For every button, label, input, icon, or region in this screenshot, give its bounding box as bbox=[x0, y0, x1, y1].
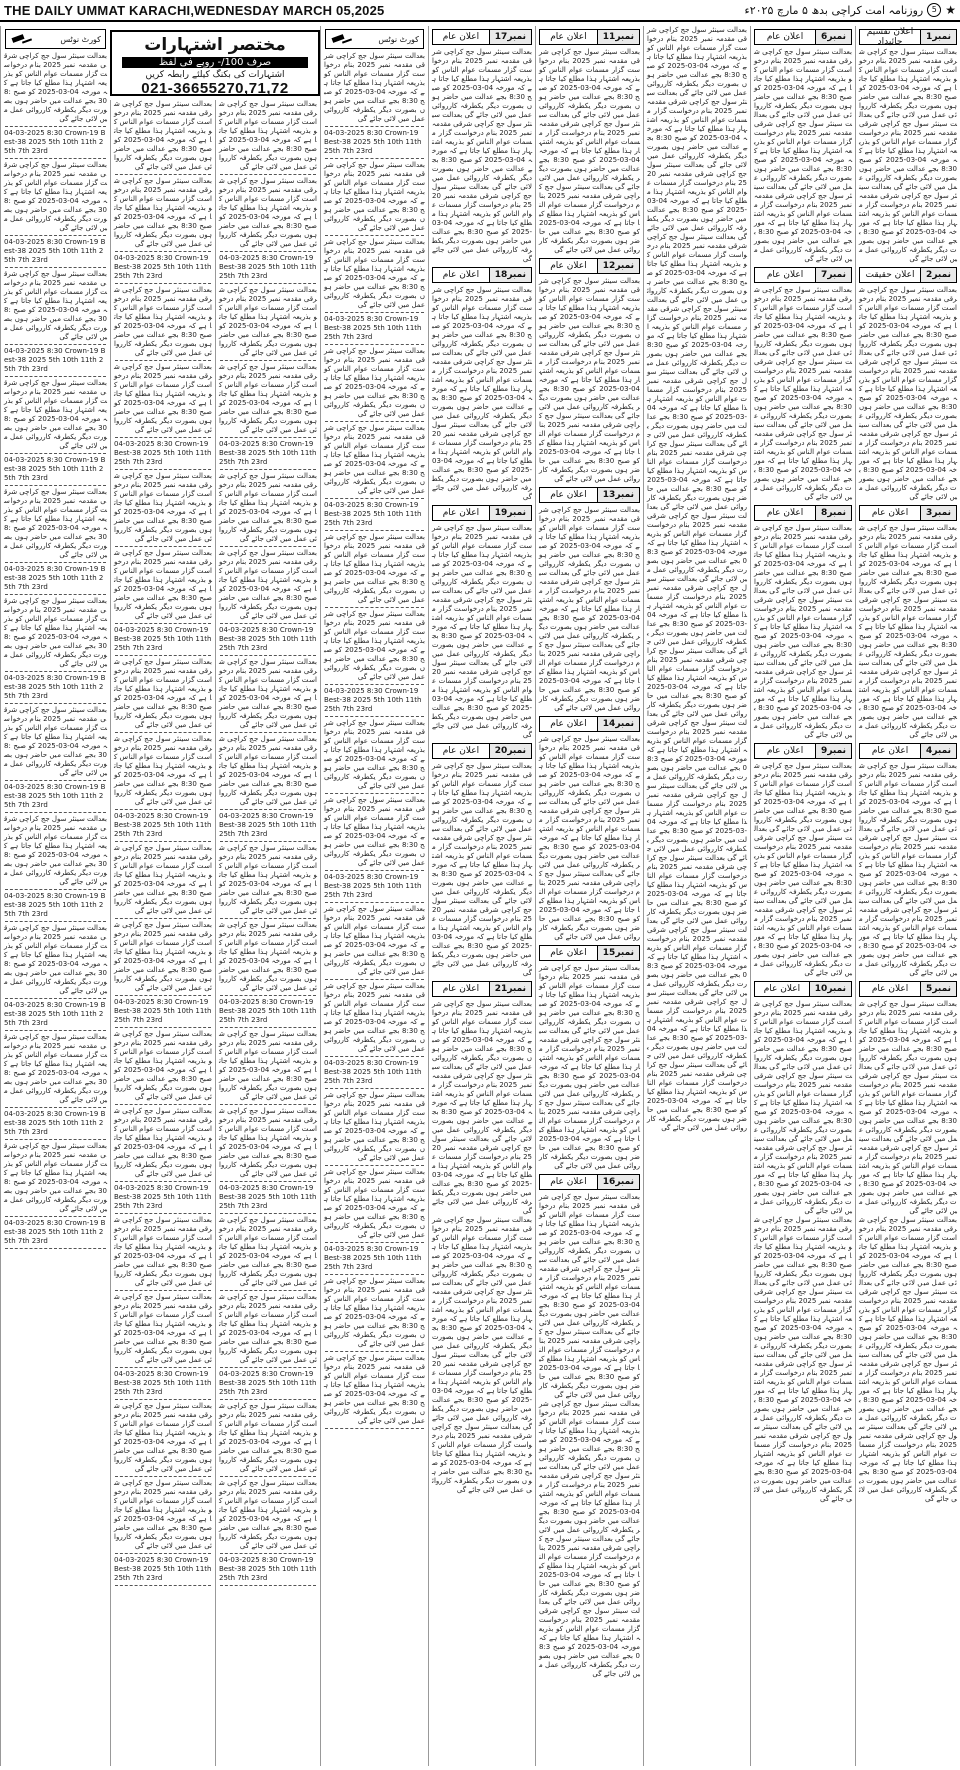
body-text: بعدالت سینئر سول جج کراچی شرقی مقدمہ نمبر 2025 بنام درخواست گزار مسمات عوام الناس کو بذریعہ اشتہار ہذا مطلع کیا جاتا ہے کہ مورخہ 04-03-2025 کو صبح 8:30 بجے عدالت میں حاضر ہوں بصورت دیگر یکطرفہ کارروائی عمل میں لائی جائے گی bbox=[114, 1216, 212, 1287]
body-text: 04-03-2025 8:30 Crown-19 Best-38 2025 5th 10th 11th 25th 7th 23rd bbox=[4, 1110, 106, 1136]
column-articles-5 bbox=[855, 26, 960, 1766]
body-text: 04-03-2025 8:30 Crown-19 Best-38 2025 5th 10th 11th 25th 7th 23rd bbox=[4, 238, 106, 264]
divider bbox=[5, 1248, 106, 1249]
section-heading bbox=[754, 981, 852, 997]
divider bbox=[325, 1351, 424, 1352]
column-court-notices-4 bbox=[320, 26, 428, 1766]
body-text: بعدالت سینئر سول جج کراچی شرقی مقدمہ نمبر 2025 بنام درخواست گزار مسمات عوام الناس کو بذریعہ اشتہار ہذا مطلع کیا جاتا ہے کہ مورخہ 04-03-2025 کو صبح 8:30 بجے عدالت میں حاضر ہوں بصورت دیگر یکطرفہ کارروائی عمل میں لائی جائے گی بعدالت سینئر سول جج کراچی شرقی مقدمہ نمبر 2025 بنام درخواست گزار مسمات عوام الناس کو بذریعہ اشتہار ہذا مطلع کیا جاتا ہے کہ مورخہ 04-03-2025 کو صبح 8:30 بجے عدالت میں حاضر ہوں بصورت دیگر یکطرفہ کارروائی عمل میں لائی جائے گی بعدالت سینئر سول جج کراچی شرقی مقدمہ نمبر 2025 بنام درخواست گزار مسمات عوام الناس کو بذریعہ اشتہار ہذا مطلع کیا جاتا ہے کہ مورخہ 04-03-2025 کو صبح 8:30 بجے عدالت میں حاضر ہوں بصورت دیگر یکطرفہ کارروائی عمل میں لائی جائے گی bbox=[754, 286, 853, 501]
divider bbox=[220, 995, 316, 996]
body-text: بعدالت سینئر سول جج کراچی شرقی مقدمہ نمبر 2025 بنام درخواست گزار مسمات عوام الناس کو بذریعہ اشتہار ہذا مطلع کیا جاتا ہے کہ مورخہ 04-03-2025 کو صبح 8:30 بجے عدالت میں حاضر ہوں بصورت دیگر یکطرفہ کارروائی عمل میں لائی جائے گی bbox=[324, 161, 425, 232]
body-text: 04-03-2025 8:30 Crown-19 Best-38 2025 5th 10th 11th 25th 7th 23rd bbox=[4, 892, 106, 918]
section-title: اعلان عام bbox=[766, 270, 804, 280]
body-text: بعدالت سینئر سول جج کراچی شرقی مقدمہ نمبر 2025 بنام درخواست گزار مسمات عوام الناس کو بذریعہ اشتہار ہذا مطلع کیا جاتا ہے کہ مورخہ 04-03-2025 کو صبح 8:30 بجے عدالت میں حاضر ہوں بصورت دیگر یکطرفہ کارروائی عمل میں لائی جائے گی bbox=[324, 982, 425, 1053]
column-articles-1 bbox=[428, 26, 535, 1766]
divider bbox=[5, 1139, 106, 1140]
masthead-english: THE DAILY UMMAT KARACHI,WEDNESDAY MARCH 05,2025 bbox=[4, 2, 385, 18]
body-text: بعدالت سینئر سول جج کراچی شرقی مقدمہ نمبر 2025 بنام درخواست گزار مسمات عوام الناس کو بذریعہ اشتہار ہذا مطلع کیا جاتا ہے کہ مورخہ 04-03-2025 کو صبح 8:30 بجے عدالت میں حاضر ہوں بصورت دیگر یکطرفہ کارروائی عمل میں لائی جائے گی بعدالت سینئر سول جج کراچی شرقی مقدمہ نمبر 2025 بنام درخواست گزار مسمات عوام الناس کو بذریعہ اشتہار ہذا مطلع کیا جاتا ہے کہ مورخہ 04-03-2025 کو صبح 8:30 بجے عدالت میں حاضر ہوں بصورت دیگر یکطرفہ کارروائی عمل میں لائی جائے گی بعدالت سینئر سول جج کراچی شرقی مقدمہ نمبر 2025 بنام درخواست گزار مسمات عوام الناس کو بذریعہ اشتہار ہذا مطلع کیا جاتا ہے کہ مورخہ 04-03-2025 کو صبح 8:30 بجے عدالت میں حاضر ہوں بصورت دیگر یکطرفہ کارروائی عمل میں لائی جائے گی bbox=[754, 762, 853, 977]
section-number: نمبر20 bbox=[489, 744, 531, 758]
section-heading bbox=[859, 267, 957, 283]
body-text: بعدالت سینئر سول جج کراچی شرقی مقدمہ نمبر 2025 بنام درخواست گزار مسمات عوام الناس کو بذریعہ اشتہار ہذا مطلع کیا جاتا ہے کہ مورخہ 04-03-2025 کو صبح 8:30 بجے عدالت میں حاضر ہوں بصورت دیگر یکطرفہ کارروائی عمل میں لائی جائے گی bbox=[219, 921, 317, 992]
section-heading bbox=[432, 29, 532, 45]
section-title: اعلان عام bbox=[550, 719, 587, 729]
section-number: نمبر12 bbox=[597, 259, 639, 273]
body-text: 04-03-2025 8:30 Crown-19 Best-38 2025 5th 10th 11th 25th 7th 23rd bbox=[4, 129, 106, 155]
section-number: نمبر21 bbox=[489, 982, 531, 996]
section-number: نمبر6 bbox=[815, 30, 851, 44]
divider bbox=[5, 485, 106, 486]
body-text: بعدالت سینئر سول جج کراچی شرقی مقدمہ نمبر 2025 بنام درخواست گزار مسمات عوام الناس کو بذریعہ اشتہار ہذا مطلع کیا جاتا ہے کہ مورخہ 04-03-2025 کو صبح 8:30 بجے عدالت میں حاضر ہوں بصورت دیگر یکطرفہ کارروائی عمل میں لائی جائے گی bbox=[114, 286, 212, 357]
body-text: بعدالت سینئر سول جج کراچی شرقی مقدمہ نمبر 2025 بنام درخواست گزار مسمات عوام الناس کو بذریعہ اشتہار ہذا مطلع کیا جاتا ہے کہ مورخہ 04-03-2025 کو صبح 8:30 بجے عدالت میں حاضر ہوں بصورت دیگر یکطرفہ کارروائی عمل میں لائی جائے گی bbox=[219, 735, 317, 806]
masthead-urdu-text: روزنامہ امت کراچی بدھ ۵ مارچ ۲۰۲۵ء bbox=[744, 3, 924, 17]
divider bbox=[5, 376, 106, 377]
divider bbox=[115, 1027, 211, 1028]
divider bbox=[325, 344, 424, 345]
body-text: 04-03-2025 8:30 Crown-19 Best-38 2025 5th 10th 11th 25th 7th 23rd bbox=[114, 1370, 212, 1396]
gavel-icon bbox=[10, 34, 32, 44]
divider bbox=[115, 174, 211, 175]
section-number: نمبر8 bbox=[815, 506, 851, 520]
section-number: نمبر19 bbox=[489, 506, 531, 520]
body-text: 04-03-2025 8:30 Crown-19 Best-38 2025 5th 10th 11th 25th 7th 23rd bbox=[4, 783, 106, 809]
section-number: نمبر17 bbox=[489, 30, 531, 44]
body-text: بعدالت سینئر سول جج کراچی شرقی مقدمہ نمبر 2025 بنام درخواست گزار مسمات عوام الناس کو بذریعہ اشتہار ہذا مطلع کیا جاتا ہے کہ مورخہ 04-03-2025 کو صبح 8:30 بجے عدالت میں حاضر ہوں بصورت دیگر یکطرفہ کارروائی عمل میں لائی جائے گی بعدالت سینئر سول جج کراچی شرقی مقدمہ نمبر 2025 بنام درخواست گزار مسمات عوام الناس کو بذریعہ اشتہار ہذا مطلع کیا جاتا ہے کہ مورخہ 04-03-2025 کو صبح 8:30 بجے عدالت میں حاضر ہوں بصورت دیگر یکطرفہ کارروائی عمل میں لائی جائے گی بعدالت سینئر سول جج کراچی شرقی مقدمہ نمبر 2025 بنام درخواست گزار مسمات عوام الناس کو بذریعہ اشتہار ہذا مطلع کیا جاتا ہے کہ مورخہ 04-03-2025 کو صبح 8:30 بجے عدالت میں حاضر ہوں بصورت دیگر یکطرفہ کارروائی عمل میں لائی جائے گی bbox=[432, 286, 533, 501]
body-text: 04-03-2025 8:30 Crown-19 Best-38 2025 5th 10th 11th 25th 7th 23rd bbox=[219, 812, 317, 838]
body-text: بعدالت سینئر سول جج کراچی شرقی مقدمہ نمبر 2025 بنام درخواست گزار مسمات عوام الناس کو بذریعہ اشتہار ہذا مطلع کیا جاتا ہے کہ مورخہ 04-03-2025 کو صبح 8:30 بجے عدالت میں حاضر ہوں بصورت دیگر یکطرفہ کارروائی عمل میں لائی جائے گی بعدالت سینئر سول جج کراچی شرقی مقدمہ نمبر 2025 بنام درخواست گزار مسمات عوام الناس کو بذریعہ اشتہار ہذا مطلع کیا جاتا ہے کہ مورخہ 04-03-2025 کو صبح 8:30 بجے عدالت میں حاضر ہوں بصورت دیگر یکطرفہ کارروائی عمل میں لائی جائے گی بعدالت سینئر سول جج کراچی شرقی مقدمہ نمبر 2025 بنام درخواست گزار مسمات عوام الناس کو بذریعہ اشتہار ہذا مطلع کیا جاتا ہے کہ مورخہ 04-03-2025 کو صبح 8:30 بجے عدالت میں حاضر ہوں بصورت دیگر یکطرفہ کارروائی عمل میں لائی جائے گی بعدالت سینئر سول جج کراچی شرقی مقدمہ نمبر 2025 بنام درخواست گزار مسمات عوام الناس کو بذریعہ اشتہار ہذا مطلع کیا جاتا ہے کہ مورخہ 04-03-2025 کو صبح 8:30 بجے عدالت میں حاضر ہوں بصورت دیگر یکطرفہ کارروائی عمل میں لائی جائے گی bbox=[539, 1400, 641, 1678]
body-text: بعدالت سینئر سول جج کراچی شرقی مقدمہ نمبر 2025 بنام درخواست گزار مسمات عوام الناس کو بذریعہ اشتہار ہذا مطلع کیا جاتا ہے کہ مورخہ 04-03-2025 کو صبح 8:30 بجے عدالت میں حاضر ہوں بصورت دیگر یکطرفہ کارروائی عمل میں لائی جائے گی bbox=[219, 1107, 317, 1178]
body-text: بعدالت سینئر سول جج کراچی شرقی مقدمہ نمبر 2025 بنام درخواست گزار مسمات عوام الناس کو بذریعہ اشتہار ہذا مطلع کیا جاتا ہے کہ مورخہ 04-03-2025 کو صبح 8:30 بجے عدالت میں حاضر ہوں بصورت دیگر یکطرفہ کارروائی عمل میں لائی جائے گی bbox=[324, 238, 425, 309]
masthead-urdu bbox=[745, 3, 956, 17]
body-text: 04-03-2025 8:30 Crown-19 Best-38 2025 5th 10th 11th 25th 7th 23rd bbox=[324, 315, 422, 341]
body-text: بعدالت سینئر سول جج کراچی شرقی مقدمہ نمبر 2025 بنام درخواست گزار مسمات عوام الناس کو بذریعہ اشتہار ہذا مطلع کیا جاتا ہے کہ مورخہ 04-03-2025 کو صبح 8:30 بجے عدالت میں حاضر ہوں بصورت دیگر یکطرفہ کارروائی عمل میں لائی جائے گی بعدالت سینئر سول جج کراچی شرقی مقدمہ نمبر 2025 بنام درخواست گزار مسمات عوام الناس کو بذریعہ اشتہار ہذا مطلع کیا جاتا ہے کہ مورخہ 04-03-2025 کو صبح 8:30 بجے عدالت میں حاضر ہوں بصورت دیگر یکطرفہ کارروائی عمل میں لائی جائے گی بعدالت سینئر سول جج کراچی شرقی مقدمہ نمبر 2025 بنام درخواست گزار مسمات عوام الناس کو بذریعہ اشتہار ہذا مطلع کیا جاتا ہے کہ مورخہ 04-03-2025 کو صبح 8:30 بجے عدالت میں حاضر ہوں بصورت دیگر یکطرفہ کارروائی عمل میں لائی جائے گی bbox=[539, 48, 641, 254]
divider bbox=[325, 1274, 424, 1275]
body-text: بعدالت سینئر سول جج کراچی شرقی مقدمہ نمبر 2025 بنام درخواست گزار مسمات عوام الناس کو بذریعہ اشتہار ہذا مطلع کیا جاتا ہے کہ مورخہ 04-03-2025 کو صبح 8:30 بجے عدالت میں حاضر ہوں بصورت دیگر یکطرفہ کارروائی عمل میں لائی جائے گی bbox=[324, 1168, 425, 1239]
section-heading bbox=[539, 258, 640, 274]
body-text: بعدالت سینئر سول جج کراچی شرقی مقدمہ نمبر 2025 بنام درخواست گزار مسمات عوام الناس کو بذریعہ اشتہار ہذا مطلع کیا جاتا ہے کہ مورخہ 04-03-2025 کو صبح 8:30 بجے عدالت میں حاضر ہوں بصورت دیگر یکطرفہ کارروائی عمل میں لائی جائے گی bbox=[219, 1402, 317, 1473]
divider bbox=[220, 1476, 316, 1477]
body-text: بعدالت سینئر سول جج کراچی شرقی مقدمہ نمبر 2025 بنام درخواست گزار مسمات عوام الناس کو بذریعہ اشتہار ہذا مطلع کیا جاتا ہے کہ مورخہ 04-03-2025 کو صبح 8:30 بجے عدالت میں حاضر ہوں بصورت دیگر یکطرفہ کارروائی عمل میں لائی جائے گی بعدالت سینئر سول جج کراچی شرقی مقدمہ نمبر 2025 بنام درخواست گزار مسمات عوام الناس کو بذریعہ اشتہار ہذا مطلع کیا جاتا ہے کہ مورخہ 04-03-2025 کو صبح 8:30 بجے عدالت میں حاضر ہوں بصورت دیگر یکطرفہ کارروائی عمل میں لائی جائے گی بعدالت سینئر سول جج کراچی شرقی مقدمہ نمبر 2025 بنام درخواست گزار مسمات عوام الناس کو بذریعہ اشتہار ہذا مطلع کیا جاتا ہے کہ مورخہ 04-03-2025 کو صبح 8:30 بجے عدالت میں حاضر ہوں بصورت دیگر یکطرفہ کارروائی عمل میں لائی جائے گی bbox=[432, 762, 533, 977]
section-title: اعلان عام bbox=[871, 746, 909, 756]
body-text: بعدالت سینئر سول جج کراچی شرقی مقدمہ نمبر 2025 بنام درخواست گزار مسمات عوام الناس کو بذریعہ اشتہار ہذا مطلع کیا جاتا ہے کہ مورخہ 04-03-2025 کو صبح 8:30 بجے عدالت میں حاضر ہوں بصورت دیگر یکطرفہ کارروائی عمل میں لائی جائے گی bbox=[324, 796, 425, 867]
body-text: 04-03-2025 8:30 Crown-19 Best-38 2025 5th 10th 11th 25th 7th 23rd bbox=[4, 1001, 106, 1027]
section-number: نمبر15 bbox=[597, 946, 639, 960]
section-title: اعلان تقسیم جائیداد bbox=[866, 27, 914, 47]
section-title: اعلان عام bbox=[442, 32, 480, 42]
divider bbox=[115, 469, 211, 470]
gavel-icon bbox=[330, 34, 352, 44]
court-notice-tag bbox=[5, 29, 106, 49]
body-text: 04-03-2025 8:30 Crown-19 Best-38 2025 5th 10th 11th 25th 7th 23rd bbox=[114, 1184, 212, 1210]
divider bbox=[5, 267, 106, 268]
divider bbox=[325, 235, 424, 236]
body-text: 04-03-2025 8:30 Crown-19 Best-38 2025 5th 10th 11th 25th 7th 23rd bbox=[4, 674, 106, 700]
divider bbox=[115, 283, 211, 284]
body-text: 04-03-2025 8:30 Crown-19 Best-38 2025 5th 10th 11th 25th 7th 23rd bbox=[114, 1556, 212, 1582]
body-text: بعدالت سینئر سول جج کراچی شرقی مقدمہ نمبر 2025 بنام درخواست گزار مسمات عوام الناس کو بذریعہ اشتہار ہذا مطلع کیا جاتا ہے کہ مورخہ 04-03-2025 کو صبح 8:30 بجے عدالت میں حاضر ہوں بصورت دیگر یکطرفہ کارروائی عمل میں لائی جائے گی بعدالت سینئر سول جج کراچی شرقی مقدمہ نمبر 2025 بنام درخواست گزار مسمات عوام الناس کو بذریعہ اشتہار ہذا مطلع کیا جاتا ہے کہ مورخہ 04-03-2025 کو صبح 8:30 بجے عدالت میں حاضر ہوں بصورت دیگر یکطرفہ کارروائی عمل میں لائی جائے گی بعدالت سینئر سول جج کراچی شرقی مقدمہ نمبر 2025 بنام درخواست گزار مسمات عوام الناس کو بذریعہ اشتہار ہذا مطلع کیا جاتا ہے کہ مورخہ 04-03-2025 کو صبح 8:30 بجے عدالت میں حاضر ہوں بصورت دیگر یکطرفہ کارروائی عمل میں لائی جائے گی bbox=[539, 1193, 641, 1399]
column-articles-2 bbox=[535, 26, 643, 1766]
divider bbox=[115, 623, 211, 624]
divider bbox=[5, 780, 106, 781]
section-heading bbox=[859, 981, 957, 997]
section-title: اعلان عام bbox=[763, 984, 801, 994]
newspaper-header bbox=[0, 0, 960, 22]
body-text: بعدالت سینئر سول جج کراچی شرقی مقدمہ نمبر 2025 بنام درخواست گزار مسمات عوام الناس کو بذریعہ اشتہار ہذا مطلع کیا جاتا ہے کہ مورخہ 04-03-2025 کو صبح 8:30 بجے عدالت میں حاضر ہوں بصورت دیگر یکطرفہ کارروائی عمل میں لائی جائے گی بعدالت سینئر سول جج کراچی شرقی مقدمہ نمبر 2025 بنام درخواست گزار مسمات عوام الناس کو بذریعہ اشتہار ہذا مطلع کیا جاتا ہے کہ مورخہ 04-03-2025 کو صبح 8:30 بجے عدالت میں حاضر ہوں بصورت دیگر یکطرفہ کارروائی عمل میں لائی جائے گی بعدالت سینئر سول جج کراچی شرقی مقدمہ نمبر 2025 بنام درخواست گزار مسمات عوام الناس کو بذریعہ اشتہار ہذا مطلع کیا جاتا ہے کہ مورخہ 04-03-2025 کو صبح 8:30 بجے عدالت میں حاضر ہوں بصورت دیگر یکطرفہ کارروائی عمل میں لائی جائے گی bbox=[859, 286, 958, 501]
column-court-notices-3 bbox=[215, 100, 320, 1766]
court-notice-label: کورٹ نوٹس bbox=[378, 34, 419, 44]
body-text: 04-03-2025 8:30 Crown-19 Best-38 2025 5th 10th 11th 25th 7th 23rd bbox=[4, 1219, 106, 1245]
section-number: نمبر14 bbox=[597, 717, 639, 731]
divider bbox=[115, 1181, 211, 1182]
body-text: 04-03-2025 8:30 Crown-19 Best-38 2025 5th 10th 11th 25th 7th 23rd bbox=[324, 1059, 422, 1085]
body-text: بعدالت سینئر سول جج کراچی شرقی مقدمہ نمبر 2025 بنام درخواست گزار مسمات عوام الناس کو بذریعہ اشتہار ہذا مطلع کیا جاتا ہے کہ مورخہ 04-03-2025 کو صبح 8:30 بجے عدالت میں حاضر ہوں بصورت دیگر یکطرفہ کارروائی عمل میں لائی جائے گی bbox=[114, 1293, 212, 1364]
body-text: بعدالت سینئر سول جج کراچی شرقی مقدمہ نمبر 2025 بنام درخواست گزار مسمات عوام الناس کو بذریعہ اشتہار ہذا مطلع کیا جاتا ہے کہ مورخہ 04-03-2025 کو صبح 8:30 بجے عدالت میں حاضر ہوں بصورت دیگر یکطرفہ کارروائی عمل میں لائی جائے گی bbox=[114, 472, 212, 543]
body-text: بعدالت سینئر سول جج کراچی شرقی مقدمہ نمبر 2025 بنام درخواست گزار مسمات عوام الناس کو بذریعہ اشتہار ہذا مطلع کیا جاتا ہے کہ مورخہ 04-03-2025 کو صبح 8:30 بجے عدالت میں حاضر ہوں بصورت دیگر یکطرفہ کارروائی عمل میں لائی جائے گی bbox=[114, 363, 212, 434]
column-court-notices-2 bbox=[110, 100, 215, 1766]
divider bbox=[5, 812, 106, 813]
body-text: بعدالت سینئر سول جج کراچی شرقی مقدمہ نمبر 2025 بنام درخواست گزار مسمات عوام الناس کو بذریعہ اشتہار ہذا مطلع کیا جاتا ہے کہ مورخہ 04-03-2025 کو صبح 8:30 بجے عدالت میں حاضر ہوں بصورت دیگر یکطرفہ کارروائی عمل میں لائی جائے گی bbox=[324, 424, 425, 495]
page-number: 5 bbox=[927, 3, 941, 17]
body-text: بعدالت سینئر سول جج کراچی شرقی مقدمہ نمبر 2025 بنام درخواست گزار مسمات عوام الناس کو بذریعہ اشتہار ہذا مطلع کیا جاتا ہے کہ مورخہ 04-03-2025 کو صبح 8:30 بجے عدالت میں حاضر ہوں بصورت دیگر یکطرفہ کارروائی عمل میں لائی جائے گی bbox=[324, 719, 425, 790]
divider bbox=[220, 174, 316, 175]
divider bbox=[325, 793, 424, 794]
body-text: بعدالت سینئر سول جج کراچی شرقی مقدمہ نمبر 2025 بنام درخواست گزار مسمات عوام الناس کو بذریعہ اشتہار ہذا مطلع کیا جاتا ہے کہ مورخہ 04-03-2025 کو صبح 8:30 بجے عدالت میں حاضر ہوں بصورت دیگر یکطرفہ کارروائی عمل میں لائی جائے گی bbox=[114, 100, 212, 171]
body-text: بعدالت سینئر سول جج کراچی شرقی مقدمہ نمبر 2025 بنام درخواست گزار مسمات عوام الناس کو بذریعہ اشتہار ہذا مطلع کیا جاتا ہے کہ مورخہ 04-03-2025 کو صبح 8:30 بجے عدالت میں حاضر ہوں بصورت دیگر یکطرفہ کارروائی عمل میں لائی جائے گی bbox=[324, 1091, 425, 1162]
divider bbox=[325, 530, 424, 531]
divider bbox=[325, 498, 424, 499]
section-heading bbox=[539, 1174, 640, 1190]
column-court-notices-1 bbox=[0, 26, 110, 1766]
divider bbox=[115, 1104, 211, 1105]
divider bbox=[325, 870, 424, 871]
body-text: بعدالت سینئر سول جج کراچی شرقی مقدمہ نمبر 2025 بنام درخواست گزار مسمات عوام الناس کو بذریعہ اشتہار ہذا مطلع کیا جاتا ہے کہ مورخہ 04-03-2025 کو صبح 8:30 بجے عدالت میں حاضر ہوں بصورت دیگر یکطرفہ کارروائی عمل میں لائی جائے گی بعدالت سینئر سول جج کراچی شرقی مقدمہ نمبر 2025 بنام درخواست گزار مسمات عوام الناس کو بذریعہ اشتہار ہذا مطلع کیا جاتا ہے کہ مورخہ 04-03-2025 کو صبح 8:30 بجے عدالت میں حاضر ہوں بصورت دیگر یکطرفہ کارروائی عمل میں لائی جائے گی بعدالت سینئر سول جج کراچی شرقی مقدمہ نمبر 2025 بنام درخواست گزار مسمات عوام الناس کو بذریعہ اشتہار ہذا مطلع کیا جاتا ہے کہ مورخہ 04-03-2025 کو صبح 8:30 بجے عدالت میں حاضر ہوں بصورت دیگر یکطرفہ کارروائی عمل میں لائی جائے گی بعدالت سینئر سول جج کراچی شرقی مقدمہ نمبر 2025 بنام درخواست گزار مسمات عوام الناس کو بذریعہ اشتہار ہذا مطلع کیا جاتا ہے کہ مورخہ 04-03-2025 کو صبح 8:30 بجے عدالت میں حاضر ہوں بصورت دیگر یکطرفہ کارروائی عمل میں لائی جائے گی bbox=[859, 1216, 958, 1503]
section-title: اعلان عام bbox=[550, 948, 587, 958]
section-title: اعلان عام bbox=[442, 270, 480, 280]
divider bbox=[325, 684, 424, 685]
section-title: اعلان عام bbox=[766, 32, 804, 42]
divider bbox=[220, 283, 316, 284]
section-heading bbox=[754, 743, 852, 759]
body-text: بعدالت سینئر سول جج کراچی شرقی مقدمہ نمبر 2025 بنام درخواست گزار مسمات عوام الناس کو بذریعہ اشتہار ہذا مطلع کیا جاتا ہے کہ مورخہ 04-03-2025 کو صبح 8:30 بجے عدالت میں حاضر ہوں بصورت دیگر یکطرفہ کارروائی عمل میں لائی جائے گی bbox=[114, 1402, 212, 1473]
section-heading bbox=[859, 505, 957, 521]
body-text: بعدالت سینئر سول جج کراچی شرقی مقدمہ نمبر 2025 بنام درخواست گزار مسمات عوام الناس کو بذریعہ اشتہار ہذا مطلع کیا جاتا ہے کہ مورخہ 04-03-2025 کو صبح 8:30 بجے عدالت میں حاضر ہوں بصورت دیگر یکطرفہ کارروائی عمل میں لائی جائے گی بعدالت سینئر سول جج کراچی شرقی مقدمہ نمبر 2025 بنام درخواست گزار مسمات عوام الناس کو بذریعہ اشتہار ہذا مطلع کیا جاتا ہے کہ مورخہ 04-03-2025 کو صبح 8:30 بجے عدالت میں حاضر ہوں بصورت دیگر یکطرفہ کارروائی عمل میں لائی جائے گی بعدالت سینئر سول جج کراچی شرقی مقدمہ نمبر 2025 بنام درخواست گزار مسمات عوام الناس کو بذریعہ اشتہار ہذا مطلع کیا جاتا ہے کہ مورخہ 04-03-2025 کو صبح 8:30 بجے عدالت میں حاضر ہوں بصورت دیگر یکطرفہ کارروائی عمل میں لائی جائے گی bbox=[432, 1000, 533, 1215]
body-text: بعدالت سینئر سول جج کراچی شرقی مقدمہ نمبر 2025 بنام درخواست گزار مسمات عوام الناس کو بذریعہ اشتہار ہذا مطلع کیا جاتا ہے کہ مورخہ 04-03-2025 کو صبح 8:30 بجے عدالت میں حاضر ہوں بصورت دیگر یکطرفہ کارروائی عمل میں لائی جائے گی بعدالت سینئر سول جج کراچی شرقی مقدمہ نمبر 2025 بنام درخواست گزار مسمات عوام الناس کو بذریعہ اشتہار ہذا مطلع کیا جاتا ہے کہ مورخہ 04-03-2025 کو صبح 8:30 بجے عدالت میں حاضر ہوں بصورت دیگر یکطرفہ کارروائی عمل میں لائی جائے گی بعدالت سینئر سول جج کراچی شرقی مقدمہ نمبر 2025 بنام درخواست گزار مسمات عوام الناس کو بذریعہ اشتہار ہذا مطلع کیا جاتا ہے کہ مورخہ 04-03-2025 کو صبح 8:30 بجے عدالت میں حاضر ہوں بصورت دیگر یکطرفہ کارروائی عمل میں لائی جائے گی bbox=[432, 48, 533, 263]
body-text: 04-03-2025 8:30 Crown-19 Best-38 2025 5th 10th 11th 25th 7th 23rd bbox=[219, 1184, 317, 1210]
divider bbox=[220, 1553, 316, 1554]
section-number: نمبر16 bbox=[597, 1175, 639, 1189]
divider bbox=[115, 360, 211, 361]
divider bbox=[5, 1107, 106, 1108]
divider bbox=[115, 732, 211, 733]
body-text: 04-03-2025 8:30 Crown-19 Best-38 2025 5th 10th 11th 25th 7th 23rd bbox=[219, 440, 317, 466]
body-text: بعدالت سینئر سول جج کراچی شرقی مقدمہ نمبر 2025 بنام درخواست گزار مسمات عوام الناس کو بذریعہ اشتہار ہذا مطلع کیا جاتا ہے کہ مورخہ 04-03-2025 کو صبح 8:30 بجے عدالت میں حاضر ہوں بصورت دیگر یکطرفہ کارروائی عمل میں لائی جائے گی بعدالت سینئر سول جج کراچی شرقی مقدمہ نمبر 2025 بنام درخواست گزار مسمات عوام الناس کو بذریعہ اشتہار ہذا مطلع کیا جاتا ہے کہ مورخہ 04-03-2025 کو صبح 8:30 بجے عدالت میں حاضر ہوں بصورت دیگر یکطرفہ کارروائی عمل میں لائی جائے گی بعدالت سینئر سول جج کراچی شرقی مقدمہ نمبر 2025 بنام درخواست گزار مسمات عوام الناس کو بذریعہ اشتہار ہذا مطلع کیا جاتا ہے کہ مورخہ 04-03-2025 کو صبح 8:30 بجے عدالت میں حاضر ہوں بصورت دیگر یکطرفہ کارروائی عمل میں لائی جائے گی bbox=[859, 48, 958, 263]
section-number: نمبر5 bbox=[920, 982, 956, 996]
body-text: بعدالت سینئر سول جج کراچی شرقی مقدمہ نمبر 2025 بنام درخواست گزار مسمات عوام الناس کو بذریعہ اشتہار ہذا مطلع کیا جاتا ہے کہ مورخہ 04-03-2025 کو صبح 8:30 بجے عدالت میں حاضر ہوں بصورت دیگر یکطرفہ کارروائی عمل میں لائی جائے گی bbox=[114, 1107, 212, 1178]
divider bbox=[325, 158, 424, 159]
body-text: بعدالت سینئر سول جج کراچی شرقی مقدمہ نمبر 2025 بنام درخواست گزار مسمات عوام الناس کو بذریعہ اشتہار ہذا مطلع کیا جاتا ہے کہ مورخہ 04-03-2025 کو صبح 8:30 بجے عدالت میں حاضر ہوں بصورت دیگر یکطرفہ کارروائی عمل میں لائی جائے گی بعدالت سینئر سول جج کراچی شرقی مقدمہ نمبر 2025 بنام درخواست گزار مسمات عوام الناس کو بذریعہ اشتہار ہذا مطلع کیا جاتا ہے کہ مورخہ 04-03-2025 کو صبح 8:30 بجے عدالت میں حاضر ہوں بصورت دیگر یکطرفہ کارروائی عمل میں لائی جائے گی بعدالت سینئر سول جج کراچی شرقی مقدمہ نمبر 2025 بنام درخواست گزار مسمات عوام الناس کو بذریعہ اشتہار ہذا مطلع کیا جاتا ہے کہ مورخہ 04-03-2025 کو صبح 8:30 بجے عدالت میں حاضر ہوں بصورت دیگر یکطرفہ کارروائی عمل میں لائی جائے گی بعدالت سینئر سول جج کراچی شرقی مقدمہ نمبر 2025 بنام درخواست گزار مسمات عوام الناس کو بذریعہ اشتہار ہذا مطلع کیا جاتا ہے کہ مورخہ 04-03-2025 کو صبح 8:30 بجے عدالت میں حاضر ہوں بصورت دیگر یکطرفہ کارروائی عمل میں لائی جائے گی bbox=[431, 1216, 533, 1494]
divider bbox=[5, 998, 106, 999]
section-heading bbox=[539, 29, 640, 45]
divider bbox=[220, 437, 316, 438]
body-text: 04-03-2025 8:30 Crown-19 Best-38 2025 5th 10th 11th 25th 7th 23rd bbox=[4, 456, 106, 482]
body-text: بعدالت سینئر سول جج کراچی شرقی مقدمہ نمبر 2025 بنام درخواست گزار مسمات عوام الناس کو بذریعہ اشتہار ہذا مطلع کیا جاتا ہے کہ مورخہ 04-03-2025 کو صبح 8:30 بجے عدالت میں حاضر ہوں بصورت دیگر یکطرفہ کارروائی عمل میں لائی جائے گی bbox=[114, 1030, 212, 1101]
divider bbox=[115, 251, 211, 252]
divider bbox=[115, 1585, 211, 1586]
body-text: بعدالت سینئر سول جج کراچی شرقی مقدمہ نمبر 2025 بنام درخواست گزار مسمات عوام الناس کو بذریعہ اشتہار ہذا مطلع کیا جاتا ہے کہ مورخہ 04-03-2025 کو صبح 8:30 بجے عدالت میں حاضر ہوں بصورت دیگر یکطرفہ کارروائی عمل میں لائی جائے گی بعدالت سینئر سول جج کراچی شرقی مقدمہ نمبر 2025 بنام درخواست گزار مسمات عوام الناس کو بذریعہ اشتہار ہذا مطلع کیا جاتا ہے کہ مورخہ 04-03-2025 کو صبح 8:30 بجے عدالت میں حاضر ہوں بصورت دیگر یکطرفہ کارروائی عمل میں لائی جائے گی بعدالت سینئر سول جج کراچی شرقی مقدمہ نمبر 2025 بنام درخواست گزار مسمات عوام الناس کو بذریعہ اشتہار ہذا مطلع کیا جاتا ہے کہ مورخہ 04-03-2025 کو صبح 8:30 بجے عدالت میں حاضر ہوں بصورت دیگر یکطرفہ کارروائی عمل میں لائی جائے گی bbox=[539, 506, 641, 712]
divider bbox=[5, 671, 106, 672]
section-heading bbox=[539, 945, 640, 961]
body-text: بعدالت سینئر سول جج کراچی شرقی مقدمہ نمبر 2025 بنام درخواست گزار مسمات عوام الناس کو بذریعہ اشتہار ہذا مطلع کیا جاتا ہے کہ مورخہ 04-03-2025 کو صبح 8:30 بجے عدالت میں حاضر ہوں بصورت دیگر یکطرفہ کارروائی عمل میں لائی جائے گی bbox=[114, 658, 212, 729]
divider bbox=[5, 235, 106, 236]
divider bbox=[220, 655, 316, 656]
section-title: اعلان عام bbox=[871, 508, 909, 518]
divider bbox=[325, 421, 424, 422]
body-text: بعدالت سینئر سول جج کراچی شرقی مقدمہ نمبر 2025 بنام درخواست گزار مسمات عوام الناس کو بذریعہ اشتہار ہذا مطلع کیا جاتا ہے کہ مورخہ 04-03-2025 کو صبح 8:30 بجے عدالت میں حاضر ہوں بصورت دیگر یکطرفہ کارروائی عمل میں لائی جائے گی bbox=[219, 1293, 317, 1364]
divider bbox=[5, 453, 106, 454]
divider bbox=[220, 1290, 316, 1291]
body-text: بعدالت سینئر سول جج کراچی شرقی مقدمہ نمبر 2025 بنام درخواست گزار مسمات عوام الناس کو بذریعہ اشتہار ہذا مطلع کیا جاتا ہے کہ مورخہ 04-03-2025 کو صبح 8:30 بجے عدالت میں حاضر ہوں بصورت دیگر یکطرفہ کارروائی عمل میں لائی جائے گی bbox=[324, 610, 425, 681]
court-notice-tag bbox=[325, 29, 424, 49]
divider bbox=[325, 1242, 424, 1243]
column-articles-3 bbox=[643, 26, 750, 1766]
divider bbox=[220, 732, 316, 733]
section-number: نمبر11 bbox=[597, 30, 639, 44]
body-text: 04-03-2025 8:30 Crown-19 Best-38 2025 5th 10th 11th 25th 7th 23rd bbox=[4, 347, 106, 373]
section-number: نمبر1 bbox=[920, 30, 956, 44]
section-heading bbox=[539, 487, 640, 503]
body-text: بعدالت سینئر سول جج کراچی شرقی مقدمہ نمبر 2025 بنام درخواست گزار مسمات عوام الناس کو بذریعہ اشتہار ہذا مطلع کیا جاتا ہے کہ مورخہ 04-03-2025 کو صبح 8:30 بجے عدالت میں حاضر ہوں بصورت دیگر یکطرفہ کارروائی عمل میں لائی جائے گی bbox=[4, 815, 108, 886]
divider bbox=[5, 562, 106, 563]
section-title: اعلان عام bbox=[766, 508, 804, 518]
body-text: 04-03-2025 8:30 Crown-19 Best-38 2025 5th 10th 11th 25th 7th 23rd bbox=[219, 254, 317, 280]
divider bbox=[220, 1367, 316, 1368]
divider bbox=[325, 979, 424, 980]
section-number: نمبر10 bbox=[809, 982, 851, 996]
divider bbox=[115, 1553, 211, 1554]
body-text: بعدالت سینئر سول جج کراچی شرقی مقدمہ نمبر 2025 بنام درخواست گزار مسمات عوام الناس کو بذریعہ اشتہار ہذا مطلع کیا جاتا ہے کہ مورخہ 04-03-2025 کو صبح 8:30 بجے عدالت میں حاضر ہوں بصورت دیگر یکطرفہ کارروائی عمل میں لائی جائے گی bbox=[114, 735, 212, 806]
body-text: 04-03-2025 8:30 Crown-19 Best-38 2025 5th 10th 11th 25th 7th 23rd bbox=[324, 687, 422, 713]
divider bbox=[325, 312, 424, 313]
divider bbox=[325, 716, 424, 717]
divider bbox=[220, 841, 316, 842]
body-text: بعدالت سینئر سول جج کراچی شرقی مقدمہ نمبر 2025 بنام درخواست گزار مسمات عوام الناس کو بذریعہ اشتہار ہذا مطلع کیا جاتا ہے کہ مورخہ 04-03-2025 کو صبح 8:30 بجے عدالت میں حاضر ہوں بصورت دیگر یکطرفہ کارروائی عمل میں لائی جائے گی بعدالت سینئر سول جج کراچی شرقی مقدمہ نمبر 2025 بنام درخواست گزار مسمات عوام الناس کو بذریعہ اشتہار ہذا مطلع کیا جاتا ہے کہ مورخہ 04-03-2025 کو صبح 8:30 بجے عدالت میں حاضر ہوں بصورت دیگر یکطرفہ کارروائی عمل میں لائی جائے گی بعدالت سینئر سول جج کراچی شرقی مقدمہ نمبر 2025 بنام درخواست گزار مسمات عوام الناس کو بذریعہ اشتہار ہذا مطلع کیا جاتا ہے کہ مورخہ 04-03-2025 کو صبح 8:30 بجے عدالت میں حاضر ہوں بصورت دیگر یکطرفہ کارروائی عمل میں لائی جائے گی بعدالت سینئر سول جج کراچی شرقی مقدمہ نمبر 2025 بنام درخواست گزار مسمات عوام الناس کو بذریعہ اشتہار ہذا مطلع کیا جاتا ہے کہ مورخہ 04-03-2025 کو صبح 8:30 بجے عدالت میں حاضر ہوں بصورت دیگر یکطرفہ کارروائی عمل میں لائی جائے گی bbox=[754, 1216, 853, 1503]
section-title: اعلان عام bbox=[442, 746, 480, 756]
body-text: بعدالت سینئر سول جج کراچی شرقی مقدمہ نمبر 2025 بنام درخواست گزار مسمات عوام الناس کو بذریعہ اشتہار ہذا مطلع کیا جاتا ہے کہ مورخہ 04-03-2025 کو صبح 8:30 بجے عدالت میں حاضر ہوں بصورت دیگر یکطرفہ کارروائی عمل میں لائی جائے گی bbox=[324, 1354, 425, 1425]
divider bbox=[115, 809, 211, 810]
classified-rate: صرف 100/- روپے فی لفظ bbox=[122, 57, 308, 68]
section-heading bbox=[432, 981, 532, 997]
section-heading bbox=[754, 267, 852, 283]
divider bbox=[5, 889, 106, 890]
divider bbox=[220, 1027, 316, 1028]
divider bbox=[115, 1290, 211, 1291]
body-text: بعدالت سینئر سول جج کراچی شرقی مقدمہ نمبر 2025 بنام درخواست گزار مسمات عوام الناس کو بذریعہ اشتہار ہذا مطلع کیا جاتا ہے کہ مورخہ 04-03-2025 کو صبح 8:30 بجے عدالت میں حاضر ہوں بصورت دیگر یکطرفہ کارروائی عمل میں لائی جائے گی bbox=[324, 52, 425, 123]
section-number: نمبر13 bbox=[597, 488, 639, 502]
body-text: 04-03-2025 8:30 Crown-19 Best-38 2025 5th 10th 11th 25th 7th 23rd bbox=[219, 998, 317, 1024]
body-text: بعدالت سینئر سول جج کراچی شرقی مقدمہ نمبر 2025 بنام درخواست گزار مسمات عوام الناس کو بذریعہ اشتہار ہذا مطلع کیا جاتا ہے کہ مورخہ 04-03-2025 کو صبح 8:30 بجے عدالت میں حاضر ہوں بصورت دیگر یکطرفہ کارروائی عمل میں لائی جائے گی بعدالت سینئر سول جج کراچی شرقی مقدمہ نمبر 2025 بنام درخواست گزار مسمات عوام الناس کو بذریعہ اشتہار ہذا مطلع کیا جاتا ہے کہ مورخہ 04-03-2025 کو صبح 8:30 بجے عدالت میں حاضر ہوں بصورت دیگر یکطرفہ کارروائی عمل میں لائی جائے گی بعدالت سینئر سول جج کراچی شرقی مقدمہ نمبر 2025 بنام درخواست گزار مسمات عوام الناس کو بذریعہ اشتہار ہذا مطلع کیا جاتا ہے کہ مورخہ 04-03-2025 کو صبح 8:30 بجے عدالت میں حاضر ہوں بصورت دیگر یکطرفہ کارروائی عمل میں لائی جائے گی bbox=[539, 964, 641, 1170]
section-title: اعلان عام bbox=[871, 984, 909, 994]
section-heading bbox=[859, 29, 957, 45]
classified-info: اشتہارات کی بکنگ کیلئے رابطہ کریں bbox=[145, 70, 285, 80]
section-title: اعلان عام bbox=[550, 261, 587, 271]
divider bbox=[115, 1367, 211, 1368]
divider bbox=[5, 921, 106, 922]
body-text: بعدالت سینئر سول جج کراچی شرقی مقدمہ نمبر 2025 بنام درخواست گزار مسمات عوام الناس کو بذریعہ اشتہار ہذا مطلع کیا جاتا ہے کہ مورخہ 04-03-2025 کو صبح 8:30 بجے عدالت میں حاضر ہوں بصورت دیگر یکطرفہ کارروائی عمل میں لائی جائے گی bbox=[219, 363, 317, 434]
section-title: اعلان عام bbox=[550, 32, 587, 42]
section-heading bbox=[539, 716, 640, 732]
section-heading bbox=[432, 743, 532, 759]
divider bbox=[5, 1216, 106, 1217]
body-text: بعدالت سینئر سول جج کراچی شرقی مقدمہ نمبر 2025 بنام درخواست گزار مسمات عوام الناس کو بذریعہ اشتہار ہذا مطلع کیا جاتا ہے کہ مورخہ 04-03-2025 کو صبح 8:30 بجے عدالت میں حاضر ہوں بصورت دیگر یکطرفہ کارروائی عمل میں لائی جائے گی bbox=[324, 1277, 425, 1348]
body-text: بعدالت سینئر سول جج کراچی شرقی مقدمہ نمبر 2025 بنام درخواست گزار مسمات عوام الناس کو بذریعہ اشتہار ہذا مطلع کیا جاتا ہے کہ مورخہ 04-03-2025 کو صبح 8:30 بجے عدالت میں حاضر ہوں بصورت دیگر یکطرفہ کارروائی عمل میں لائی جائے گی bbox=[219, 1479, 317, 1550]
body-text: بعدالت سینئر سول جج کراچی شرقی مقدمہ نمبر 2025 بنام درخواست گزار مسمات عوام الناس کو بذریعہ اشتہار ہذا مطلع کیا جاتا ہے کہ مورخہ 04-03-2025 کو صبح 8:30 بجے عدالت میں حاضر ہوں بصورت دیگر یکطرفہ کارروائی عمل میں لائی جائے گی بعدالت سینئر سول جج کراچی شرقی مقدمہ نمبر 2025 بنام درخواست گزار مسمات عوام الناس کو بذریعہ اشتہار ہذا مطلع کیا جاتا ہے کہ مورخہ 04-03-2025 کو صبح 8:30 بجے عدالت میں حاضر ہوں بصورت دیگر یکطرفہ کارروائی عمل میں لائی جائے گی بعدالت سینئر سول جج کراچی شرقی مقدمہ نمبر 2025 بنام درخواست گزار مسمات عوام الناس کو بذریعہ اشتہار ہذا مطلع کیا جاتا ہے کہ مورخہ 04-03-2025 کو صبح 8:30 بجے عدالت میں حاضر ہوں بصورت دیگر یکطرفہ کارروائی عمل میں لائی جائے گی bbox=[754, 524, 853, 739]
divider bbox=[115, 918, 211, 919]
body-text: بعدالت سینئر سول جج کراچی شرقی مقدمہ نمبر 2025 بنام درخواست گزار مسمات عوام الناس کو بذریعہ اشتہار ہذا مطلع کیا جاتا ہے کہ مورخہ 04-03-2025 کو صبح 8:30 بجے عدالت میں حاضر ہوں بصورت دیگر یکطرفہ کارروائی عمل میں لائی جائے گی bbox=[4, 161, 108, 232]
body-text: بعدالت سینئر سول جج کراچی شرقی مقدمہ نمبر 2025 بنام درخواست گزار مسمات عوام الناس کو بذریعہ اشتہار ہذا مطلع کیا جاتا ہے کہ مورخہ 04-03-2025 کو صبح 8:30 بجے عدالت میں حاضر ہوں بصورت دیگر یکطرفہ کارروائی عمل میں لائی جائے گی bbox=[219, 100, 317, 171]
section-heading bbox=[859, 743, 957, 759]
divider bbox=[220, 360, 316, 361]
body-text: 04-03-2025 8:30 Crown-19 Best-38 2025 5th 10th 11th 25th 7th 23rd bbox=[219, 1556, 317, 1582]
body-text: بعدالت سینئر سول جج کراچی شرقی مقدمہ نمبر 2025 بنام درخواست گزار مسمات عوام الناس کو بذریعہ اشتہار ہذا مطلع کیا جاتا ہے کہ مورخہ 04-03-2025 کو صبح 8:30 بجے عدالت میں حاضر ہوں بصورت دیگر یکطرفہ کارروائی عمل میں لائی جائے گی bbox=[219, 844, 317, 915]
body-text: بعدالت سینئر سول جج کراچی شرقی مقدمہ نمبر 2025 بنام درخواست گزار مسمات عوام الناس کو بذریعہ اشتہار ہذا مطلع کیا جاتا ہے کہ مورخہ 04-03-2025 کو صبح 8:30 بجے عدالت میں حاضر ہوں بصورت دیگر یکطرفہ کارروائی عمل میں لائی جائے گی bbox=[324, 347, 425, 418]
body-text: بعدالت سینئر سول جج کراچی شرقی مقدمہ نمبر 2025 بنام درخواست گزار مسمات عوام الناس کو بذریعہ اشتہار ہذا مطلع کیا جاتا ہے کہ مورخہ 04-03-2025 کو صبح 8:30 بجے عدالت میں حاضر ہوں بصورت دیگر یکطرفہ کارروائی عمل میں لائی جائے گی bbox=[114, 1479, 212, 1550]
column-articles-4 bbox=[750, 26, 855, 1766]
body-text: بعدالت سینئر سول جج کراچی شرقی مقدمہ نمبر 2025 بنام درخواست گزار مسمات عوام الناس کو بذریعہ اشتہار ہذا مطلع کیا جاتا ہے کہ مورخہ 04-03-2025 کو صبح 8:30 بجے عدالت میں حاضر ہوں بصورت دیگر یکطرفہ کارروائی عمل میں لائی جائے گی بعدالت سینئر سول جج کراچی شرقی مقدمہ نمبر 2025 بنام درخواست گزار مسمات عوام الناس کو بذریعہ اشتہار ہذا مطلع کیا جاتا ہے کہ مورخہ 04-03-2025 کو صبح 8:30 بجے عدالت میں حاضر ہوں بصورت دیگر یکطرفہ کارروائی عمل میں لائی جائے گی بعدالت سینئر سول جج کراچی شرقی مقدمہ نمبر 2025 بنام درخواست گزار مسمات عوام الناس کو بذریعہ اشتہار ہذا مطلع کیا جاتا ہے کہ مورخہ 04-03-2025 کو صبح 8:30 بجے عدالت میں حاضر ہوں بصورت دیگر یکطرفہ کارروائی عمل میں لائی جائے گی bbox=[754, 1000, 853, 1215]
body-text: بعدالت سینئر سول جج کراچی شرقی مقدمہ نمبر 2025 بنام درخواست گزار مسمات عوام الناس کو بذریعہ اشتہار ہذا مطلع کیا جاتا ہے کہ مورخہ 04-03-2025 کو صبح 8:30 بجے عدالت میں حاضر ہوں بصورت دیگر یکطرفہ کارروائی عمل میں لائی جائے گی bbox=[4, 1142, 108, 1213]
body-text: بعدالت سینئر سول جج کراچی شرقی مقدمہ نمبر 2025 بنام درخواست گزار مسمات عوام الناس کو بذریعہ اشتہار ہذا مطلع کیا جاتا ہے کہ مورخہ 04-03-2025 کو صبح 8:30 بجے عدالت میں حاضر ہوں بصورت دیگر یکطرفہ کارروائی عمل میں لائی جائے گی bbox=[219, 177, 317, 248]
divider bbox=[220, 1181, 316, 1182]
body-text: بعدالت سینئر سول جج کراچی شرقی مقدمہ نمبر 2025 بنام درخواست گزار مسمات عوام الناس کو بذریعہ اشتہار ہذا مطلع کیا جاتا ہے کہ مورخہ 04-03-2025 کو صبح 8:30 بجے عدالت میں حاضر ہوں بصورت دیگر یکطرفہ کارروائی عمل میں لائی جائے گی bbox=[324, 905, 425, 976]
divider bbox=[220, 1104, 316, 1105]
classified-ads-box bbox=[110, 30, 320, 96]
body-text: بعدالت سینئر سول جج کراچی شرقی مقدمہ نمبر 2025 بنام درخواست گزار مسمات عوام الناس کو بذریعہ اشتہار ہذا مطلع کیا جاتا ہے کہ مورخہ 04-03-2025 کو صبح 8:30 بجے عدالت میں حاضر ہوں بصورت دیگر یکطرفہ کارروائی عمل میں لائی جائے گی bbox=[114, 844, 212, 915]
divider bbox=[115, 1476, 211, 1477]
divider bbox=[325, 1165, 424, 1166]
body-text: 04-03-2025 8:30 Crown-19 Best-38 2025 5th 10th 11th 25th 7th 23rd bbox=[114, 626, 212, 652]
body-text: بعدالت سینئر سول جج کراچی شرقی مقدمہ نمبر 2025 بنام درخواست گزار مسمات عوام الناس کو بذریعہ اشتہار ہذا مطلع کیا جاتا ہے کہ مورخہ 04-03-2025 کو صبح 8:30 بجے عدالت میں حاضر ہوں بصورت دیگر یکطرفہ کارروائی عمل میں لائی جائے گی bbox=[219, 1216, 317, 1287]
body-text: بعدالت سینئر سول جج کراچی شرقی مقدمہ نمبر 2025 بنام درخواست گزار مسمات عوام الناس کو بذریعہ اشتہار ہذا مطلع کیا جاتا ہے کہ مورخہ 04-03-2025 کو صبح 8:30 بجے عدالت میں حاضر ہوں بصورت دیگر یکطرفہ کارروائی عمل میں لائی جائے گی bbox=[114, 177, 212, 248]
body-text: 04-03-2025 8:30 Crown-19 Best-38 2025 5th 10th 11th 25th 7th 23rd bbox=[324, 1245, 422, 1271]
body-text: بعدالت سینئر سول جج کراچی شرقی مقدمہ نمبر 2025 بنام درخواست گزار مسمات عوام الناس کو بذریعہ اشتہار ہذا مطلع کیا جاتا ہے کہ مورخہ 04-03-2025 کو صبح 8:30 بجے عدالت میں حاضر ہوں بصورت دیگر یکطرفہ کارروائی عمل میں لائی جائے گی bbox=[4, 52, 108, 123]
divider bbox=[115, 995, 211, 996]
body-text: بعدالت سینئر سول جج کراچی شرقی مقدمہ نمبر 2025 بنام درخواست گزار مسمات عوام الناس کو بذریعہ اشتہار ہذا مطلع کیا جاتا ہے کہ مورخہ 04-03-2025 کو صبح 8:30 بجے عدالت میں حاضر ہوں بصورت دیگر یکطرفہ کارروائی عمل میں لائی جائے گی bbox=[4, 706, 108, 777]
section-title: اعلان عام bbox=[550, 1177, 587, 1187]
body-text: بعدالت سینئر سول جج کراچی شرقی مقدمہ نمبر 2025 بنام درخواست گزار مسمات عوام الناس کو بذریعہ اشتہار ہذا مطلع کیا جاتا ہے کہ مورخہ 04-03-2025 کو صبح 8:30 بجے عدالت میں حاضر ہوں بصورت دیگر یکطرفہ کارروائی عمل میں لائی جائے گی بعدالت سینئر سول جج کراچی شرقی مقدمہ نمبر 2025 بنام درخواست گزار مسمات عوام الناس کو بذریعہ اشتہار ہذا مطلع کیا جاتا ہے کہ مورخہ 04-03-2025 کو صبح 8:30 بجے عدالت میں حاضر ہوں بصورت دیگر یکطرفہ کارروائی عمل میں لائی جائے گی بعدالت سینئر سول جج کراچی شرقی مقدمہ نمبر 2025 بنام درخواست گزار مسمات عوام الناس کو بذریعہ اشتہار ہذا مطلع کیا جاتا ہے کہ مورخہ 04-03-2025 کو صبح 8:30 بجے عدالت میں حاضر ہوں بصورت دیگر یکطرفہ کارروائی عمل میں لائی جائے گی bbox=[539, 735, 641, 941]
divider bbox=[220, 469, 316, 470]
divider bbox=[115, 546, 211, 547]
body-text: بعدالت سینئر سول جج کراچی شرقی مقدمہ نمبر 2025 بنام درخواست گزار مسمات عوام الناس کو بذریعہ اشتہار ہذا مطلع کیا جاتا ہے کہ مورخہ 04-03-2025 کو صبح 8:30 بجے عدالت میں حاضر ہوں بصورت دیگر یکطرفہ کارروائی عمل میں لائی جائے گی bbox=[4, 488, 108, 559]
body-text: بعدالت سینئر سول جج کراچی شرقی مقدمہ نمبر 2025 بنام درخواست گزار مسمات عوام الناس کو بذریعہ اشتہار ہذا مطلع کیا جاتا ہے کہ مورخہ 04-03-2025 کو صبح 8:30 بجے عدالت میں حاضر ہوں بصورت دیگر یکطرفہ کارروائی عمل میں لائی جائے گی bbox=[219, 658, 317, 729]
section-number: نمبر3 bbox=[920, 506, 956, 520]
section-number: نمبر2 bbox=[920, 268, 956, 282]
divider bbox=[325, 1088, 424, 1089]
classified-title: مختصر اشتہارات bbox=[144, 35, 286, 55]
body-text: 04-03-2025 8:30 Crown-19 Best-38 2025 5th 10th 11th 25th 7th 23rd bbox=[114, 440, 212, 466]
divider bbox=[115, 655, 211, 656]
classified-phone: 021-36655270,71,72 bbox=[141, 80, 289, 97]
body-text: 04-03-2025 8:30 Crown-19 Best-38 2025 5th 10th 11th 25th 7th 23rd bbox=[324, 501, 422, 527]
body-text: بعدالت سینئر سول جج کراچی شرقی مقدمہ نمبر 2025 بنام درخواست گزار مسمات عوام الناس کو بذریعہ اشتہار ہذا مطلع کیا جاتا ہے کہ مورخہ 04-03-2025 کو صبح 8:30 بجے عدالت میں حاضر ہوں بصورت دیگر یکطرفہ کارروائی عمل میں لائی جائے گی bbox=[4, 924, 108, 995]
divider bbox=[325, 902, 424, 903]
body-text: بعدالت سینئر سول جج کراچی شرقی مقدمہ نمبر 2025 بنام درخواست گزار مسمات عوام الناس کو بذریعہ اشتہار ہذا مطلع کیا جاتا ہے کہ مورخہ 04-03-2025 کو صبح 8:30 بجے عدالت میں حاضر ہوں بصورت دیگر یکطرفہ کارروائی عمل میں لائی جائے گی bbox=[4, 1033, 108, 1104]
body-text: 04-03-2025 8:30 Crown-19 Best-38 2025 5th 10th 11th 25th 7th 23rd bbox=[114, 812, 212, 838]
body-text: بعدالت سینئر سول جج کراچی شرقی مقدمہ نمبر 2025 بنام درخواست گزار مسمات عوام الناس کو بذریعہ اشتہار ہذا مطلع کیا جاتا ہے کہ مورخہ 04-03-2025 کو صبح 8:30 بجے عدالت میں حاضر ہوں بصورت دیگر یکطرفہ کارروائی عمل میں لائی جائے گی bbox=[4, 270, 108, 341]
section-number: نمبر18 bbox=[489, 268, 531, 282]
body-text: 04-03-2025 8:30 Crown-19 Best-38 2025 5th 10th 11th 25th 7th 23rd bbox=[114, 254, 212, 280]
body-text: بعدالت سینئر سول جج کراچی شرقی مقدمہ نمبر 2025 بنام درخواست گزار مسمات عوام الناس کو بذریعہ اشتہار ہذا مطلع کیا جاتا ہے کہ مورخہ 04-03-2025 کو صبح 8:30 بجے عدالت میں حاضر ہوں بصورت دیگر یکطرفہ کارروائی عمل میں لائی جائے گی bbox=[324, 533, 425, 604]
body-text: 04-03-2025 8:30 Crown-19 Best-38 2025 5th 10th 11th 25th 7th 23rd bbox=[324, 129, 422, 155]
section-title: اعلان عام bbox=[442, 984, 480, 994]
divider bbox=[220, 1213, 316, 1214]
star-icon: ★ bbox=[945, 3, 956, 17]
divider bbox=[220, 1399, 316, 1400]
divider bbox=[220, 251, 316, 252]
body-text: بعدالت سینئر سول جج کراچی شرقی مقدمہ نمبر 2025 بنام درخواست گزار مسمات عوام الناس کو بذریعہ اشتہار ہذا مطلع کیا جاتا ہے کہ مورخہ 04-03-2025 کو صبح 8:30 بجے عدالت میں حاضر ہوں بصورت دیگر یکطرفہ کارروائی عمل میں لائی جائے گی بعدالت سینئر سول جج کراچی شرقی مقدمہ نمبر 2025 بنام درخواست گزار مسمات عوام الناس کو بذریعہ اشتہار ہذا مطلع کیا جاتا ہے کہ مورخہ 04-03-2025 کو صبح 8:30 بجے عدالت میں حاضر ہوں بصورت دیگر یکطرفہ کارروائی عمل میں لائی جائے گی بعدالت سینئر سول جج کراچی شرقی مقدمہ نمبر 2025 بنام درخواست گزار مسمات عوام الناس کو بذریعہ اشتہار ہذا مطلع کیا جاتا ہے کہ مورخہ 04-03-2025 کو صبح 8:30 بجے عدالت میں حاضر ہوں بصورت دیگر یکطرفہ کارروائی عمل میں لائی جائے گی bbox=[859, 1000, 958, 1215]
divider bbox=[115, 841, 211, 842]
divider bbox=[325, 607, 424, 608]
body-text: 04-03-2025 8:30 Crown-19 Best-38 2025 5th 10th 11th 25th 7th 23rd bbox=[324, 873, 422, 899]
section-heading bbox=[432, 267, 532, 283]
body-text: بعدالت سینئر سول جج کراچی شرقی مقدمہ نمبر 2025 بنام درخواست گزار مسمات عوام الناس کو بذریعہ اشتہار ہذا مطلع کیا جاتا ہے کہ مورخہ 04-03-2025 کو صبح 8:30 بجے عدالت میں حاضر ہوں بصورت دیگر یکطرفہ کارروائی عمل میں لائی جائے گی bbox=[219, 286, 317, 357]
section-heading bbox=[754, 505, 852, 521]
section-heading bbox=[754, 29, 852, 45]
divider bbox=[5, 126, 106, 127]
section-number: نمبر9 bbox=[815, 744, 851, 758]
divider bbox=[115, 1399, 211, 1400]
body-text: بعدالت سینئر سول جج کراچی شرقی مقدمہ نمبر 2025 بنام درخواست گزار مسمات عوام الناس کو بذریعہ اشتہار ہذا مطلع کیا جاتا ہے کہ مورخہ 04-03-2025 کو صبح 8:30 بجے عدالت میں حاضر ہوں بصورت دیگر یکطرفہ کارروائی عمل میں لائی جائے گی بعدالت سینئر سول جج کراچی شرقی مقدمہ نمبر 2025 بنام درخواست گزار مسمات عوام الناس کو بذریعہ اشتہار ہذا مطلع کیا جاتا ہے کہ مورخہ 04-03-2025 کو صبح 8:30 بجے عدالت میں حاضر ہوں بصورت دیگر یکطرفہ کارروائی عمل میں لائی جائے گی بعدالت سینئر سول جج کراچی شرقی مقدمہ نمبر 2025 بنام درخواست گزار مسمات عوام الناس کو بذریعہ اشتہار ہذا مطلع کیا جاتا ہے کہ مورخہ 04-03-2025 کو صبح 8:30 بجے عدالت میں حاضر ہوں بصورت دیگر یکطرفہ کارروائی عمل میں لائی جائے گی bbox=[859, 762, 958, 977]
body-text: 04-03-2025 8:30 Crown-19 Best-38 2025 5th 10th 11th 25th 7th 23rd bbox=[219, 626, 317, 652]
divider bbox=[325, 1056, 424, 1057]
divider bbox=[220, 809, 316, 810]
body-text: بعدالت سینئر سول جج کراچی شرقی مقدمہ نمبر 2025 بنام درخواست گزار مسمات عوام الناس کو بذریعہ اشتہار ہذا مطلع کیا جاتا ہے کہ مورخہ 04-03-2025 کو صبح 8:30 بجے عدالت میں حاضر ہوں بصورت دیگر یکطرفہ کارروائی عمل میں لائی جائے گی bbox=[219, 472, 317, 543]
section-title: اعلان عام bbox=[766, 746, 804, 756]
body-text: بعدالت سینئر سول جج کراچی شرقی مقدمہ نمبر 2025 بنام درخواست گزار مسمات عوام الناس کو بذریعہ اشتہار ہذا مطلع کیا جاتا ہے کہ مورخہ 04-03-2025 کو صبح 8:30 بجے عدالت میں حاضر ہوں بصورت دیگر یکطرفہ کارروائی عمل میں لائی جائے گی bbox=[4, 597, 108, 668]
divider bbox=[5, 344, 106, 345]
body-text: بعدالت سینئر سول جج کراچی شرقی مقدمہ نمبر 2025 بنام درخواست گزار مسمات عوام الناس کو بذریعہ اشتہار ہذا مطلع کیا جاتا ہے کہ مورخہ 04-03-2025 کو صبح 8:30 بجے عدالت میں حاضر ہوں بصورت دیگر یکطرفہ کارروائی عمل میں لائی جائے گی bbox=[114, 549, 212, 620]
divider bbox=[115, 1213, 211, 1214]
body-text: بعدالت سینئر سول جج کراچی شرقی مقدمہ نمبر 2025 بنام درخواست گزار مسمات عوام الناس کو بذریعہ اشتہار ہذا مطلع کیا جاتا ہے کہ مورخہ 04-03-2025 کو صبح 8:30 بجے عدالت میں حاضر ہوں بصورت دیگر یکطرفہ کارروائی عمل میں لائی جائے گی bbox=[219, 1030, 317, 1101]
divider bbox=[5, 1030, 106, 1031]
divider bbox=[5, 703, 106, 704]
divider bbox=[5, 594, 106, 595]
body-text: 04-03-2025 8:30 Crown-19 Best-38 2025 5th 10th 11th 25th 7th 23rd bbox=[114, 998, 212, 1024]
divider bbox=[220, 623, 316, 624]
divider bbox=[325, 1428, 424, 1429]
section-title: اعلان عام bbox=[550, 490, 587, 500]
body-text: بعدالت سینئر سول جج کراچی شرقی مقدمہ نمبر 2025 بنام درخواست گزار مسمات عوام الناس کو بذریعہ اشتہار ہذا مطلع کیا جاتا ہے کہ مورخہ 04-03-2025 کو صبح 8:30 بجے عدالت میں حاضر ہوں بصورت دیگر یکطرفہ کارروائی عمل میں لائی جائے گی bbox=[219, 549, 317, 620]
body-text: بعدالت سینئر سول جج کراچی شرقی مقدمہ نمبر 2025 بنام درخواست گزار مسمات عوام الناس کو بذریعہ اشتہار ہذا مطلع کیا جاتا ہے کہ مورخہ 04-03-2025 کو صبح 8:30 بجے عدالت میں حاضر ہوں بصورت دیگر یکطرفہ کارروائی عمل میں لائی جائے گی بعدالت سینئر سول جج کراچی شرقی مقدمہ نمبر 2025 بنام درخواست گزار مسمات عوام الناس کو بذریعہ اشتہار ہذا مطلع کیا جاتا ہے کہ مورخہ 04-03-2025 کو صبح 8:30 بجے عدالت میں حاضر ہوں بصورت دیگر یکطرفہ کارروائی عمل میں لائی جائے گی بعدالت سینئر سول جج کراچی شرقی مقدمہ نمبر 2025 بنام درخواست گزار مسمات عوام الناس کو بذریعہ اشتہار ہذا مطلع کیا جاتا ہے کہ مورخہ 04-03-2025 کو صبح 8:30 بجے عدالت میں حاضر ہوں بصورت دیگر یکطرفہ کارروائی عمل میں لائی جائے گی بعدالت سینئر سول جج کراچی شرقی مقدمہ نمبر 2025 بنام درخواست گزار مسمات عوام الناس کو بذریعہ اشتہار ہذا مطلع کیا جاتا ہے کہ مورخہ 04-03-2025 کو صبح 8:30 بجے عدالت میں حاضر ہوں بصورت دیگر یکطرفہ کارروائی عمل میں لائی جائے گی بعدالت سینئر سول جج کراچی شرقی مقدمہ نمبر 2025 بنام درخواست گزار مسمات عوام الناس کو بذریعہ اشتہار ہذا مطلع کیا جاتا ہے کہ مورخہ 04-03-2025 کو صبح 8:30 بجے عدالت میں حاضر ہوں بصورت دیگر یکطرفہ کارروائی عمل میں لائی جائے گی بعدالت سینئر سول جج کراچی شرقی مقدمہ نمبر 2025 بنام درخواست گزار مسمات عوام الناس کو بذریعہ اشتہار ہذا مطلع کیا جاتا ہے کہ مورخہ 04-03-2025 کو صبح 8:30 بجے عدالت میں حاضر ہوں بصورت دیگر یکطرفہ کارروائی عمل میں لائی جائے گی بعدالت سینئر سول جج کراچی شرقی مقدمہ نمبر 2025 بنام درخواست گزار مسمات عوام الناس کو بذریعہ اشتہار ہذا مطلع کیا جاتا ہے کہ مورخہ 04-03-2025 کو صبح 8:30 بجے عدالت میں حاضر ہوں بصورت دیگر یکطرفہ کارروائی عمل میں لائی جائے گی بعدالت سینئر سول جج کراچی شرقی مقدمہ نمبر 2025 بنام درخواست گزار مسمات عوام الناس کو بذریعہ اشتہار ہذا مطلع کیا جاتا ہے کہ مورخہ 04-03-2025 کو صبح 8:30 بجے عدالت میں حاضر ہوں بصورت دیگر یکطرفہ کارروائی عمل میں لائی جائے گی بعدالت سینئر سول جج کراچی شرقی مقدمہ نمبر 2025 بنام درخواست گزار مسمات عوام الناس کو بذریعہ اشتہار ہذا مطلع کیا جاتا ہے کہ مورخہ 04-03-2025 کو صبح 8:30 بجے عدالت میں حاضر ہوں بصورت دیگر یکطرفہ کارروائی عمل میں لائی جائے گی بعدالت سینئر سول جج کراچی شرقی مقدمہ نمبر 2025 بنام درخواست گزار مسمات عوام الناس کو بذریعہ اشتہار ہذا مطلع کیا جاتا ہے کہ مورخہ 04-03-2025 کو صبح 8:30 بجے عدالت میں حاضر ہوں بصورت دیگر یکطرفہ کارروائی عمل میں لائی جائے گی بعدالت سینئر سول جج کراچی شرقی مقدمہ نمبر 2025 بنام درخواست گزار مسمات عوام الناس کو بذریعہ اشتہار ہذا مطلع کیا جاتا ہے کہ مورخہ 04-03-2025 کو صبح 8:30 بجے عدالت میں حاضر ہوں بصورت دیگر یکطرفہ کارروائی عمل میں لائی جائے گی بعدالت سینئر سول جج کراچی شرقی مقدمہ نمبر 2025 بنام درخواست گزار مسمات عوام الناس کو بذریعہ اشتہار ہذا مطلع کیا جاتا ہے کہ مورخہ 04-03-2025 کو صبح 8:30 بجے عدالت میں حاضر ہوں بصورت دیگر یکطرفہ کارروائی عمل میں لائی جائے گی بعدالت سینئر سول جج کراچی شرقی مقدمہ نمبر 2025 بنام درخواست گزار مسمات عوام الناس کو بذریعہ اشتہار ہذا مطلع کیا جاتا ہے کہ مورخہ 04-03-2025 کو صبح 8:30 بجے عدالت میں حاضر ہوں بصورت دیگر یکطرفہ کارروائی عمل میں لائی جائے گی بعدالت سینئر سول جج کراچی شرقی مقدمہ نمبر 2025 بنام درخواست گزار مسمات عوام الناس کو بذریعہ اشتہار ہذا مطلع کیا جاتا ہے کہ مورخہ 04-03-2025 کو صبح 8:30 بجے عدالت میں حاضر ہوں بصورت دیگر یکطرفہ کارروائی عمل میں لائی جائے گی بعدالت سینئر سول جج کراچی شرقی مقدمہ نمبر 2025 بنام درخواست گزار مسمات عوام الناس کو بذریعہ اشتہار ہذا مطلع کیا جاتا ہے کہ مورخہ 04-03-2025 کو صبح 8:30 بجے عدالت میں حاضر ہوں بصورت دیگر یکطرفہ کارروائی عمل میں لائی جائے گی بعدالت سینئر سول جج کراچی شرقی مقدمہ نمبر 2025 بنام درخواست گزار مسمات عوام الناس کو بذریعہ اشتہار ہذا مطلع کیا جاتا ہے کہ مورخہ 04-03-2025 کو صبح 8:30 بجے عدالت میں حاضر ہوں بصورت دیگر یکطرفہ کارروائی عمل میں لائی جائے گی bbox=[646, 26, 748, 1132]
body-text: بعدالت سینئر سول جج کراچی شرقی مقدمہ نمبر 2025 بنام درخواست گزار مسمات عوام الناس کو بذریعہ اشتہار ہذا مطلع کیا جاتا ہے کہ مورخہ 04-03-2025 کو صبح 8:30 بجے عدالت میں حاضر ہوں بصورت دیگر یکطرفہ کارروائی عمل میں لائی جائے گی bbox=[4, 379, 108, 450]
section-number: نمبر4 bbox=[920, 744, 956, 758]
section-number: نمبر7 bbox=[815, 268, 851, 282]
body-text: بعدالت سینئر سول جج کراچی شرقی مقدمہ نمبر 2025 بنام درخواست گزار مسمات عوام الناس کو بذریعہ اشتہار ہذا مطلع کیا جاتا ہے کہ مورخہ 04-03-2025 کو صبح 8:30 بجے عدالت میں حاضر ہوں بصورت دیگر یکطرفہ کارروائی عمل میں لائی جائے گی bbox=[114, 921, 212, 992]
divider bbox=[220, 1585, 316, 1586]
body-text: بعدالت سینئر سول جج کراچی شرقی مقدمہ نمبر 2025 بنام درخواست گزار مسمات عوام الناس کو بذریعہ اشتہار ہذا مطلع کیا جاتا ہے کہ مورخہ 04-03-2025 کو صبح 8:30 بجے عدالت میں حاضر ہوں بصورت دیگر یکطرفہ کارروائی عمل میں لائی جائے گی بعدالت سینئر سول جج کراچی شرقی مقدمہ نمبر 2025 بنام درخواست گزار مسمات عوام الناس کو بذریعہ اشتہار ہذا مطلع کیا جاتا ہے کہ مورخہ 04-03-2025 کو صبح 8:30 بجے عدالت میں حاضر ہوں بصورت دیگر یکطرفہ کارروائی عمل میں لائی جائے گی بعدالت سینئر سول جج کراچی شرقی مقدمہ نمبر 2025 بنام درخواست گزار مسمات عوام الناس کو بذریعہ اشتہار ہذا مطلع کیا جاتا ہے کہ مورخہ 04-03-2025 کو صبح 8:30 بجے عدالت میں حاضر ہوں بصورت دیگر یکطرفہ کارروائی عمل میں لائی جائے گی bbox=[859, 524, 958, 739]
divider bbox=[5, 158, 106, 159]
body-text: بعدالت سینئر سول جج کراچی شرقی مقدمہ نمبر 2025 بنام درخواست گزار مسمات عوام الناس کو بذریعہ اشتہار ہذا مطلع کیا جاتا ہے کہ مورخہ 04-03-2025 کو صبح 8:30 بجے عدالت میں حاضر ہوں بصورت دیگر یکطرفہ کارروائی عمل میں لائی جائے گی بعدالت سینئر سول جج کراچی شرقی مقدمہ نمبر 2025 بنام درخواست گزار مسمات عوام الناس کو بذریعہ اشتہار ہذا مطلع کیا جاتا ہے کہ مورخہ 04-03-2025 کو صبح 8:30 بجے عدالت میں حاضر ہوں بصورت دیگر یکطرفہ کارروائی عمل میں لائی جائے گی بعدالت سینئر سول جج کراچی شرقی مقدمہ نمبر 2025 بنام درخواست گزار مسمات عوام الناس کو بذریعہ اشتہار ہذا مطلع کیا جاتا ہے کہ مورخہ 04-03-2025 کو صبح 8:30 بجے عدالت میں حاضر ہوں بصورت دیگر یکطرفہ کارروائی عمل میں لائی جائے گی bbox=[754, 48, 853, 263]
body-text: 04-03-2025 8:30 Crown-19 Best-38 2025 5th 10th 11th 25th 7th 23rd bbox=[4, 565, 106, 591]
divider bbox=[220, 918, 316, 919]
body-text: 04-03-2025 8:30 Crown-19 Best-38 2025 5th 10th 11th 25th 7th 23rd bbox=[219, 1370, 317, 1396]
section-title: اعلان عام bbox=[442, 508, 480, 518]
divider bbox=[115, 437, 211, 438]
divider bbox=[325, 126, 424, 127]
body-text: بعدالت سینئر سول جج کراچی شرقی مقدمہ نمبر 2025 بنام درخواست گزار مسمات عوام الناس کو بذریعہ اشتہار ہذا مطلع کیا جاتا ہے کہ مورخہ 04-03-2025 کو صبح 8:30 بجے عدالت میں حاضر ہوں بصورت دیگر یکطرفہ کارروائی عمل میں لائی جائے گی بعدالت سینئر سول جج کراچی شرقی مقدمہ نمبر 2025 بنام درخواست گزار مسمات عوام الناس کو بذریعہ اشتہار ہذا مطلع کیا جاتا ہے کہ مورخہ 04-03-2025 کو صبح 8:30 بجے عدالت میں حاضر ہوں بصورت دیگر یکطرفہ کارروائی عمل میں لائی جائے گی بعدالت سینئر سول جج کراچی شرقی مقدمہ نمبر 2025 بنام درخواست گزار مسمات عوام الناس کو بذریعہ اشتہار ہذا مطلع کیا جاتا ہے کہ مورخہ 04-03-2025 کو صبح 8:30 بجے عدالت میں حاضر ہوں بصورت دیگر یکطرفہ کارروائی عمل میں لائی جائے گی bbox=[432, 524, 533, 739]
body-text: بعدالت سینئر سول جج کراچی شرقی مقدمہ نمبر 2025 بنام درخواست گزار مسمات عوام الناس کو بذریعہ اشتہار ہذا مطلع کیا جاتا ہے کہ مورخہ 04-03-2025 کو صبح 8:30 بجے عدالت میں حاضر ہوں بصورت دیگر یکطرفہ کارروائی عمل میں لائی جائے گی بعدالت سینئر سول جج کراچی شرقی مقدمہ نمبر 2025 بنام درخواست گزار مسمات عوام الناس کو بذریعہ اشتہار ہذا مطلع کیا جاتا ہے کہ مورخہ 04-03-2025 کو صبح 8:30 بجے عدالت میں حاضر ہوں بصورت دیگر یکطرفہ کارروائی عمل میں لائی جائے گی بعدالت سینئر سول جج کراچی شرقی مقدمہ نمبر 2025 بنام درخواست گزار مسمات عوام الناس کو بذریعہ اشتہار ہذا مطلع کیا جاتا ہے کہ مورخہ 04-03-2025 کو صبح 8:30 بجے عدالت میں حاضر ہوں بصورت دیگر یکطرفہ کارروائی عمل میں لائی جائے گی bbox=[539, 277, 641, 483]
divider bbox=[220, 546, 316, 547]
section-heading bbox=[432, 505, 532, 521]
section-title: اعلان حقیقت bbox=[865, 270, 915, 280]
court-notice-label: کورٹ نوٹس bbox=[60, 34, 101, 44]
